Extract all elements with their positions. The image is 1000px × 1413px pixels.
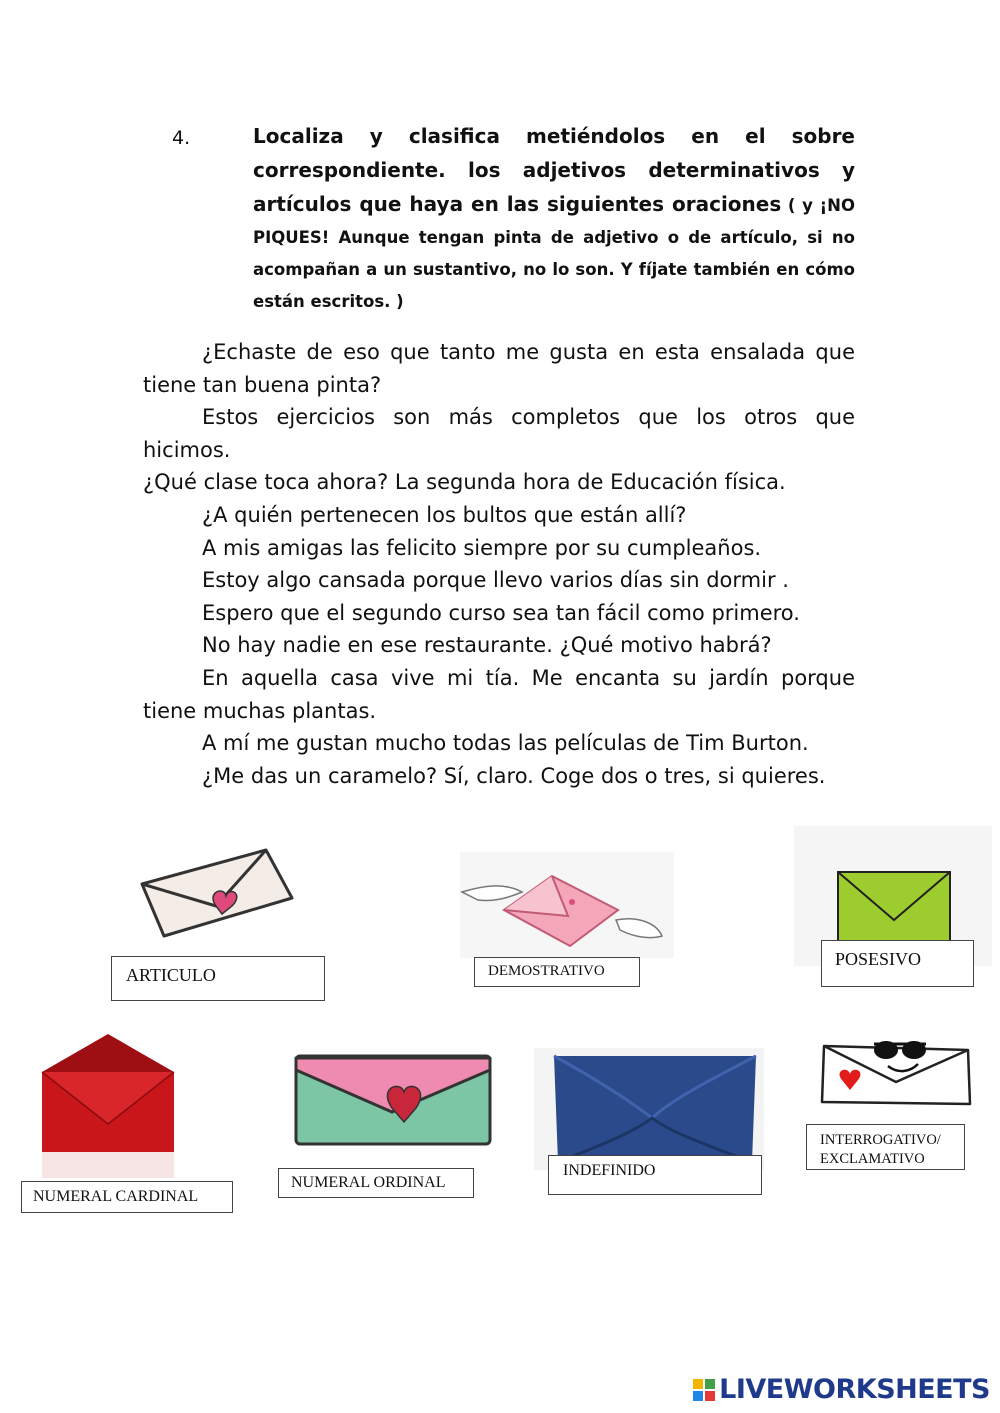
exercise-instruction [253,120,855,318]
label-numeral-cardinal: NUMERAL CARDINAL [33,1188,199,1205]
sentence-list [143,336,855,792]
sentence: A mis amigas las felicito siempre por su cumpleaños. [202,535,762,560]
drop-zone-demostrativo[interactable] [474,957,640,987]
exercise-number: 4. [172,127,191,149]
drop-zone-posesivo[interactable] [821,940,974,987]
instruction-main: Localiza y clasifica metiéndolos en el sobre correspondiente. los adjetivos determinativos y artículos que haya en las siguientes oraciones [253,124,855,216]
sentence: Estoy algo cansada porque llevo varios días sin dormir . [202,568,789,593]
label-posesivo: POSESIVO [835,949,922,969]
drop-zone-interrogativo-exclamativo[interactable] [806,1124,965,1170]
smiley-envelope-icon [818,1030,974,1110]
sentence: Espero que el segundo curso sea tan fácil como primero. [202,600,800,625]
sentence: En aquella casa vive mi tía. Me encanta su jardín porque tiene muchas plantas. [143,665,855,723]
drop-zone-indefinido[interactable] [548,1155,762,1195]
drop-zone-articulo[interactable] [111,956,325,1001]
sentence: Estos ejercicios son más completos que los otros que hicimos. [143,405,855,462]
drop-zone-numeral-cardinal[interactable] [21,1181,233,1213]
sentence: ¿Echaste de eso que tanto me gusta en esta ensalada que tiene tan buena pinta? [143,340,855,397]
sentence: ¿Qué clase toca ahora? La segunda hora de Educación física. [143,470,786,495]
label-interrogativo: INTERROGATIVO/ [820,1132,941,1148]
sentence: No hay nadie en ese restaurante. ¿Qué motivo habrá? [202,633,772,658]
cream-envelope-icon [138,848,296,940]
drop-zone-numeral-ordinal[interactable] [278,1168,474,1198]
teal-envelope-icon [292,1050,496,1150]
blue-envelope-icon [534,1048,764,1170]
label-exclamativo: EXCLAMATIVO [820,1151,925,1167]
winged-envelope-icon [460,852,674,958]
label-articulo: ARTICULO [126,965,216,985]
sentence: A mí me gustan mucho todas las películas de Tim Burton. [202,731,809,756]
label-indefinido: INDEFINIDO [563,1162,656,1179]
instruction-note: ( y ¡NO PIQUES! Aunque tengan pinta de adjetivo o de artículo, si no acompañan a un sustantivo, no lo son. Y fíjate también en cómo están escritos. ) [253,196,855,311]
brand-name: LIVEWORKSHEETS [719,1374,990,1405]
label-numeral-ordinal: NUMERAL ORDINAL [291,1174,446,1191]
sentence: ¿A quién pertenecen los bultos que están allí? [202,502,687,527]
liveworksheets-logo [693,1374,990,1405]
logo-icon [693,1379,715,1401]
sentence: ¿Me das un caramelo? Sí, claro. Coge dos o tres, si quieres. [202,763,826,788]
red-envelope-icon [36,1030,182,1182]
label-demostrativo: DEMOSTRATIVO [488,963,605,979]
